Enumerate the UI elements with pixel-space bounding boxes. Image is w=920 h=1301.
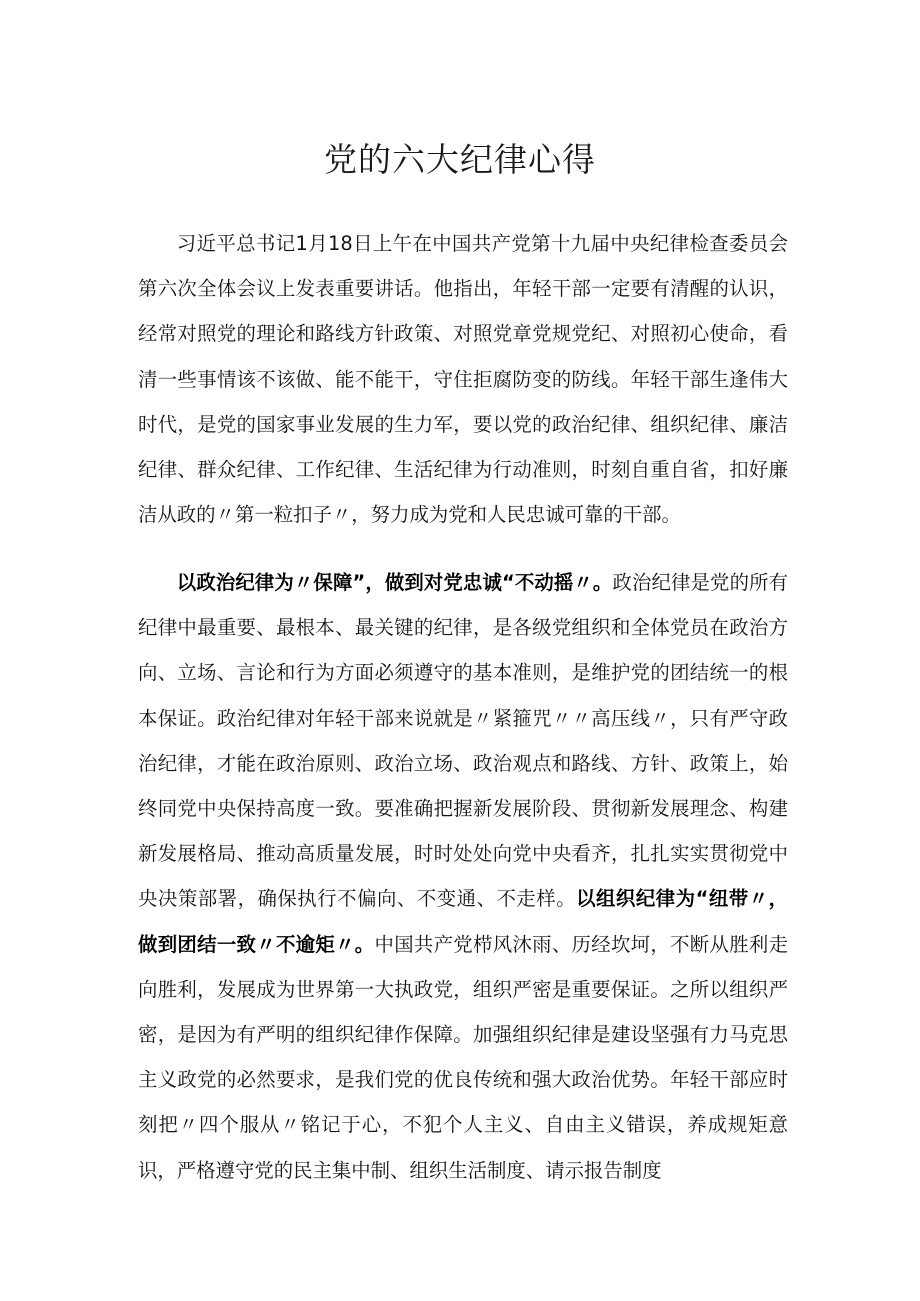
document-title: 党的六大纪律心得 — [324, 140, 596, 179]
heading-organizational-discipline: 以组织纪律为“纽带〃，做到团结一致〃不逾矩〃。 — [138, 887, 788, 956]
body-organizational-discipline: 中国共产党栉风沐雨、历经坎坷，不断从胜利走向胜利，发展成为世界第一大执政党，组织严密是重要保证。之所以组织严密，是因为有严明的组织纪律作保障。加强组织纪律是建设坚强有力马克思主义政党的必然要求，是我们党的优良传统和强大政治优势。年轻干部应时刻把〃四个服从〃铭记于心，不犯个人主义、自由主义错误，养成规矩意识，严格遵守党的民主集中制、组织生活制度、请示报告制度 — [138, 932, 789, 1182]
paragraph-discipline — [138, 560, 788, 1193]
paragraph-intro: 习近平总书记1月18日上午在中国共产党第十九届中央纪律检查委员会第六次全体会议上发表重要讲话。他指出，年轻干部一定要有清醒的认识，经常对照党的理论和路线方针政策、对照党章党规党纪、对照初心使命，看清一些事情该不该做、能不能干，守住拒腐防变的防线。年轻干部生逢伟大时代，是党的国家事业发展的生力军，要以党的政治纪律、组织纪律、廉洁纪律、群众纪律、工作纪律、生活纪律为行动准则，时刻自重自省，扣好廉洁从政的〃第一粒扣子〃，努力成为党和人民忠诚可靠的干部。 — [138, 232, 788, 527]
heading-political-discipline: 以政治纪律为〃保障”，做到对党忠诚“不动摇〃。 — [176, 571, 613, 594]
body-political-discipline: 政治纪律是党的所有纪律中最重要、最根本、最关键的纪律，是各级党组织和全体党员在政治方向、立场、言论和行为方面必须遵守的基本准则，是维护党的团结统一的根本保证。政治纪律对年轻干部来说就是〃紧箍咒〃〃高压线〃，只有严守政治纪律，才能在政治原则、政治立场、政治观点和路线、方针、政策上，始终同党中央保持高度一致。要准确把握新发展阶段、贯彻新发展理念、构建新发展格局、推动高质量发展，时时处处向党中央看齐，扎扎实实贯彻党中央决策部署，确保执行不偏向、不变通、不走样。 — [138, 571, 788, 911]
